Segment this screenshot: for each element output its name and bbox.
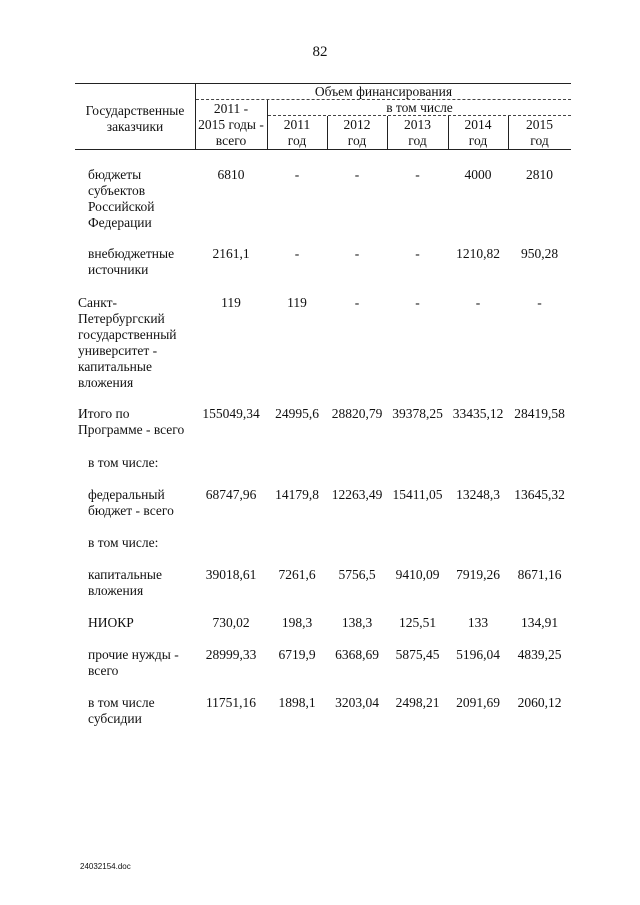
- row-value-2012: -: [354, 295, 360, 310]
- header-bottom-rule: [75, 149, 571, 150]
- row-value-2013: 15411,05: [392, 487, 443, 502]
- row-label: Итого по Программе - всего: [78, 406, 185, 437]
- row-value-2011: 119: [287, 295, 307, 310]
- row-value-2014: 5196,04: [456, 647, 500, 662]
- row-value-2011: 24995,6: [275, 406, 319, 421]
- row-label: в том числе субсидии: [88, 695, 155, 726]
- row-value-2012: -: [354, 246, 360, 261]
- row-value-total: 68747,96: [205, 487, 257, 502]
- row-value-total: 6810: [217, 167, 245, 182]
- row-value-total: 119: [221, 295, 241, 310]
- row-value-2011: 7261,6: [278, 567, 316, 582]
- row-value-2013: -: [415, 167, 420, 182]
- row-value-2012: -: [354, 167, 360, 182]
- row-value-2015: 8671,16: [517, 567, 562, 582]
- row-value-2012: 28820,79: [331, 406, 383, 421]
- row-value-2015: -: [537, 295, 542, 310]
- row-value-2015: 134,91: [520, 615, 559, 630]
- row-value-2014: 2091,69: [456, 695, 500, 710]
- row-value-2011: 1898,1: [278, 695, 316, 710]
- header-year-2013: 2013 год: [404, 117, 431, 148]
- row-value-total: 11751,16: [205, 695, 257, 710]
- row-value-2012: 12263,49: [331, 487, 383, 502]
- row-label: внебюджетные источники: [88, 246, 175, 277]
- row-label: прочие нужды - всего: [88, 647, 179, 678]
- row-value-total: 28999,33: [205, 647, 257, 662]
- row-value-2015: 2810: [526, 167, 553, 182]
- row-label: в том числе:: [88, 535, 159, 550]
- row-value-2011: 14179,8: [275, 487, 319, 502]
- row-value-2014: 7919,26: [456, 567, 500, 582]
- row-label: капитальные вложения: [88, 567, 162, 598]
- row-value-2013: -: [415, 295, 420, 310]
- footer-filename: 24032154.doc: [80, 862, 131, 871]
- row-value-2015: 28419,58: [514, 406, 565, 421]
- row-value-2013: 39378,25: [392, 406, 443, 421]
- header-customers: Государственные заказчики: [85, 103, 185, 134]
- header-year-2014: 2014 год: [464, 117, 492, 148]
- row-value-2013: 9410,09: [395, 567, 440, 582]
- row-value-2014: 4000: [464, 167, 492, 182]
- row-value-2015: 950,28: [520, 246, 559, 261]
- row-value-2013: 2498,21: [395, 695, 440, 710]
- row-label: в том числе:: [88, 455, 159, 470]
- row-value-total: 39018,61: [205, 567, 257, 582]
- row-value-2011: -: [294, 167, 300, 182]
- row-value-2011: -: [294, 246, 300, 261]
- row-value-2014: 13248,3: [456, 487, 500, 502]
- header-including: в том числе: [386, 100, 453, 115]
- header-total: 2011 - 2015 годы - всего: [198, 101, 264, 148]
- row-value-2012: 5756,5: [338, 567, 376, 582]
- row-value-2014: 33435,12: [452, 406, 504, 421]
- row-label: бюджеты субъектов Российской Федерации: [88, 167, 155, 230]
- row-value-2013: -: [415, 246, 420, 261]
- row-label: Санкт- Петербургский государственный университет - капитальные вложения: [78, 295, 177, 390]
- row-value-2012: 138,3: [341, 615, 373, 630]
- row-value-2011: 6719,9: [278, 647, 316, 662]
- header-year-2011: 2011 год: [283, 117, 311, 148]
- row-value-2013: 5875,45: [395, 647, 440, 662]
- row-value-total: 2161,1: [212, 246, 250, 261]
- row-value-2014: 1210,82: [456, 246, 500, 261]
- header-year-2015: 2015 год: [526, 117, 553, 148]
- row-value-2012: 6368,69: [335, 647, 379, 662]
- row-value-2012: 3203,04: [335, 695, 379, 710]
- row-value-2015: 4839,25: [517, 647, 562, 662]
- row-label: федеральный бюджет - всего: [88, 487, 174, 518]
- row-value-total: 730,02: [212, 615, 250, 630]
- row-value-2013: 125,51: [398, 615, 437, 630]
- row-label: НИОКР: [88, 615, 134, 630]
- row-value-2011: 198,3: [281, 615, 313, 630]
- row-value-total: 155049,34: [202, 406, 260, 421]
- row-value-2014: -: [475, 295, 481, 310]
- row-value-2014: 133: [467, 615, 489, 630]
- row-value-2015: 2060,12: [517, 695, 562, 710]
- header-year-2012: 2012 год: [343, 117, 371, 148]
- row-value-2015: 13645,32: [514, 487, 565, 502]
- header-funding: Объем финансирования: [314, 84, 453, 99]
- page-number: 82: [312, 44, 328, 60]
